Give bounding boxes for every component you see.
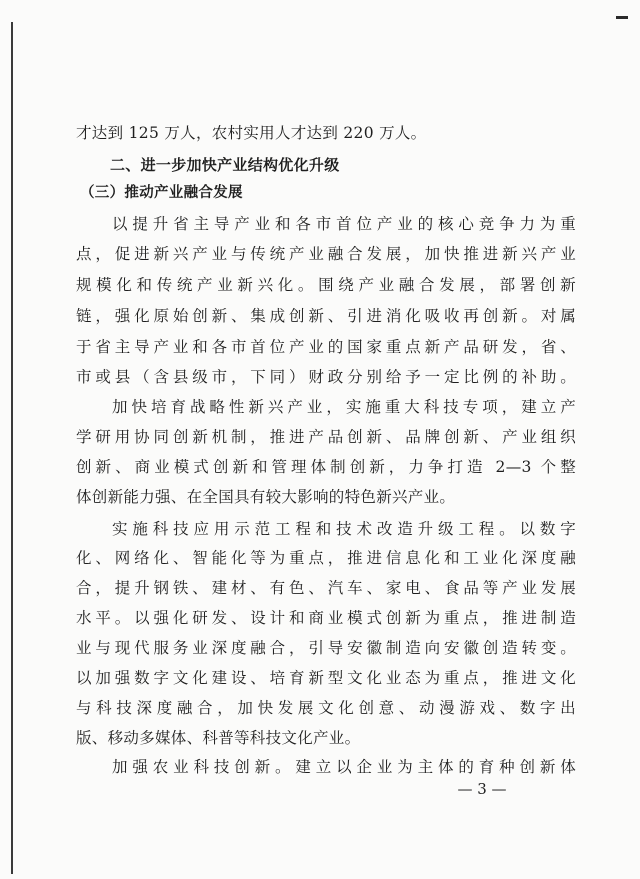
body-line: 与科技深度融合，加快发展文化创意、动漫游戏、数字出 [76, 699, 576, 717]
body-line: 业与现代服务业深度融合，引导安徽制造向安徽创造转变。 [76, 639, 576, 657]
body-line: 创新、商业模式创新和管理体制创新，力争打造 2—3 个整 [76, 458, 576, 476]
body-line: 水平。以强化研发、设计和商业模式创新为重点，推进制造 [76, 609, 576, 627]
body-line: 点，促进新兴产业与传统产业融合发展，加快推进新兴产业 [76, 245, 576, 263]
body-line: 版、移动多媒体、科普等科技文化产业。 [76, 729, 361, 747]
scan-corner-mark [616, 16, 628, 19]
page-number: — 3 — [457, 780, 507, 798]
body-line: 实施科技应用示范工程和技术改造升级工程。以数字 [112, 520, 576, 538]
section-heading: 二、进一步加快产业结构优化升级 [110, 156, 340, 174]
body-line: 以提升省主导产业和各市首位产业的核心竞争力为重 [112, 215, 576, 233]
body-line: 体创新能力强、在全国具有较大影响的特色新兴产业。 [76, 488, 456, 506]
body-line: 加强农业科技创新。建立以企业为主体的育种创新体 [112, 758, 576, 776]
body-line: 化、网络化、智能化等为重点，推进信息化和工业化深度融 [76, 549, 576, 567]
scan-left-edge [11, 22, 13, 874]
body-line: 才达到 125 万人，农村实用人才达到 220 万人。 [76, 124, 427, 142]
body-line: 于省主导产业和各市首位产业的国家重点新产品研发，省、 [76, 338, 576, 356]
body-line: 市或县（含县级市，下同）财政分别给予一定比例的补助。 [76, 368, 576, 386]
subsection-heading: （三）推动产业融合发展 [80, 185, 243, 201]
body-line: 规模化和传统产业新兴化。围绕产业融合发展，部署创新 [76, 276, 576, 294]
body-line: 学研用协同创新机制，推进产品创新、品牌创新、产业组织 [76, 428, 576, 446]
body-line: 以加强数字文化建设、培育新型文化业态为重点，推进文化 [76, 669, 576, 687]
body-line: 链，强化原始创新、集成创新、引进消化吸收再创新。对属 [76, 307, 576, 325]
body-line: 合，提升钢铁、建材、有色、汽车、家电、食品等产业发展 [76, 579, 576, 597]
body-line: 加快培育战略性新兴产业，实施重大科技专项，建立产 [112, 398, 576, 416]
